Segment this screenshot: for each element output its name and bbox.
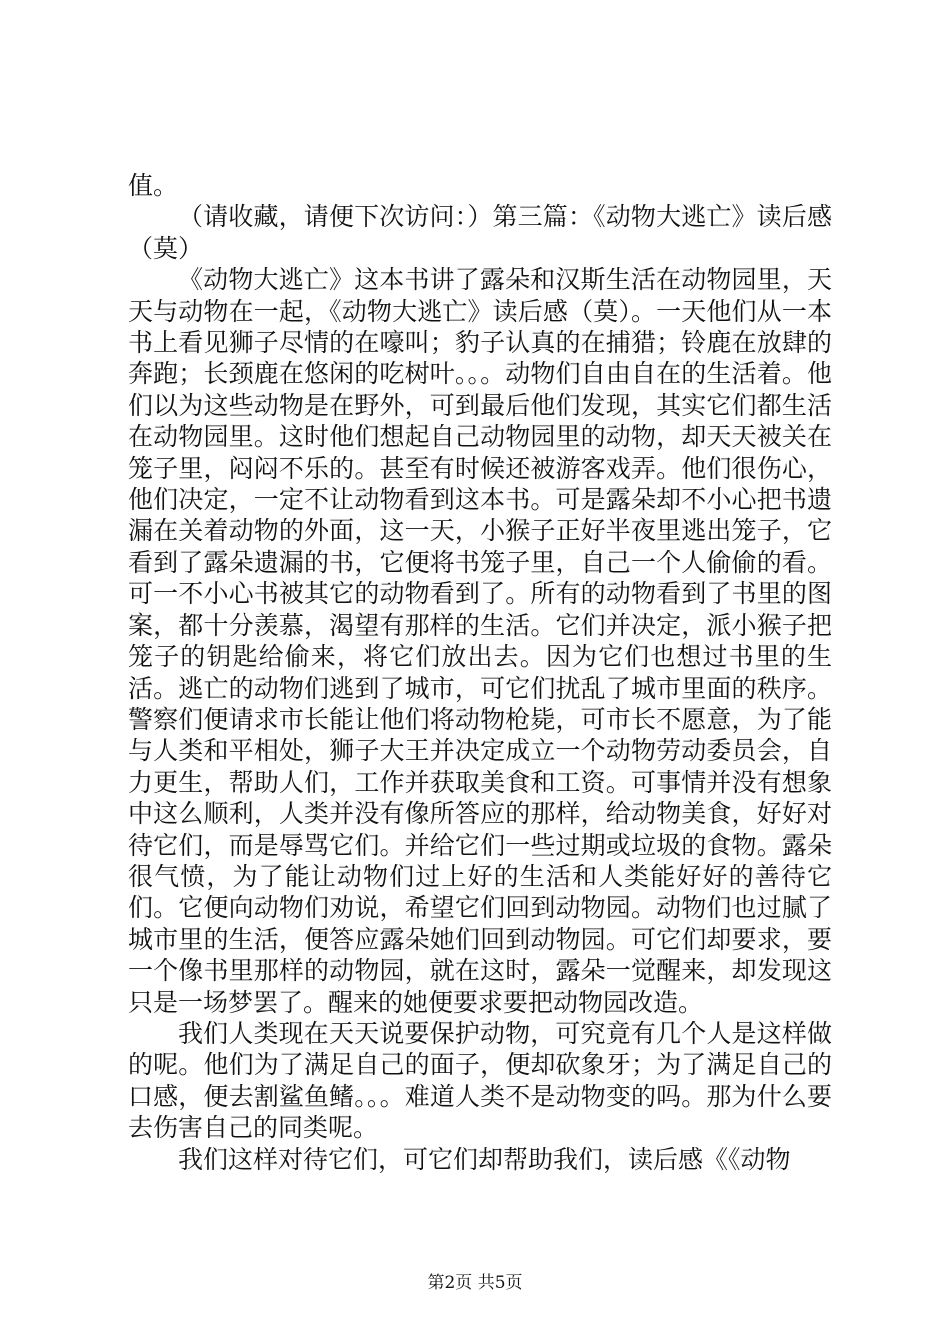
page-footer: 第2页 共5页 [427,1273,523,1293]
paragraph-closing: 我们这样对待它们，可它们却帮助我们，读后感《《动物 [178,1144,791,1174]
paragraph-protect-animals: 我们人类现在天天说要保护动物，可究竟有几个人是这样做的呢。他们为了满足自己的面子，便却砍象牙；为了满足自己的口感，便去割鲨鱼鳍。。。难道人类不是动物变的吗。那为什么要去伤害自己的同类呢。 [128,1018,832,1143]
paragraph-continuation: 值。 [128,171,179,200]
paragraph-story-summary: 《动物大逃亡》这本书讲了露朵和汉斯生活在动物园里，天天与动物在一起，《动物大逃亡》读后感（莫）。一天他们从一本书上看见狮子尽情的在嚎叫；豹子认真的在捕猎；铃鹿在放肆的奔跑；长颈鹿在悠闲的吃树叶。。。动物们自由自在的生活着。他们以为这些动物是在野外，可到最后他们发现，其实它们都生活在动物园里。这时他们想起自己动物园里的动物，却天天被关在笼子里，闷闷不乐的。甚至有时候还被游客戏弄。他们很伤心，他们决定，一定不让动物看到这本书。可是露朵却不小心把书遗漏在关着动物的外面，这一天，小猴子正好半夜里逃出笼子，它看到了露朵遗漏的书，它便将书笼子里，自己一个人偷偷的看。可一不小心书被其它的动物看到了。所有的动物看到了书里的图案，都十分羡慕，渴望有那样的生活。它们并决定，派小猴子把笼子的钥匙给偷来，将它们放出去。因为它们也想过书里的生活。逃亡的动物们逃到了城市，可它们扰乱了城市里面的秩序。警察们便请求市长能让他们将动物枪毙，可市长不愿意，为了能与人类和平相处，狮子大王并决定成立一个动物劳动委员会，自力更生，帮助人们，工作并获取美食和工资。可事情并没有想象中这么顺利，人类并没有像所答应的那样，给动物美食，好好对待它们，而是辱骂它们。并给它们一些过期或垃圾的食物。露朵很气愤，为了能让动物们过上好的生活和人类能好好的善待它们。它便向动物们劝说，希望它们回到动物园。动物们也过腻了城市里的生活，便答应露朵她们回到动物园。可它们却要求，要一个像书里那样的动物园，就在这时，露朵一觉醒来，却发现这只是一场梦罢了。醒来的她便要求要把动物园改造。 [128,265,832,1017]
paragraph-section-heading: （请收藏，请便下次访问：）第三篇：《动物大逃亡》读后感（莫） [128,202,832,263]
document-body [128,170,832,1175]
